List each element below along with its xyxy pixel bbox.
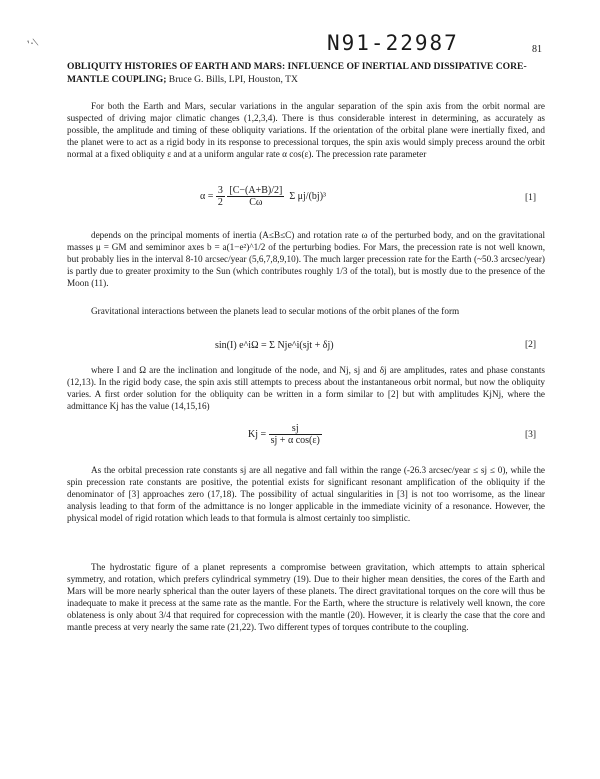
eq1-fraction xyxy=(227,185,284,208)
eq1-rhs: Σ μj/(bj)³ xyxy=(289,190,327,202)
equation-3 xyxy=(248,423,322,446)
paragraph-6: The hydrostatic figure of a planet represents a compromise between gravitation, which attempts to attain spherical symmetry, and rotation, which prefers cylindrical symmetry (19). Due to their higher mean densities, the cores of the Earth and Mars will be more nearly spherical than the outer layers of these planets. The direct gravitational torques on the core will thus be inadequate to make it precess at the same rate as the mantle. For the Earth, where the structure is relatively well known, the core oblateness is only about 3/4 that required for coprecession with the mantle (20). However, it is clearly the case that the core and mantle precess at very nearly the same rate (21,22). Two different types of torques contribute to the coupling. xyxy=(67,562,545,633)
eq1-frac-num: [C−(A+B)/2] xyxy=(229,185,283,196)
eq3-den: sj + α cos(ε) xyxy=(270,435,320,446)
title-text: OBLIQUITY HISTORIES OF EARTH AND MARS: INFLUENCE OF INERTIAL AND DISSIPATIVE CORE-MANTLE COUPLING; xyxy=(67,61,527,85)
eq1-coef-den: 2 xyxy=(217,197,223,208)
eq3-lhs: Kj = xyxy=(248,428,267,440)
paragraph-1: For both the Earth and Mars, secular variations in the angular separation of the spin axis from the orbit normal are suspected of driving major climatic changes (1,2,3,4). There is thus considerable interest in determining, as accurately as possible, the amplitude and timing of these obliquity variations. If the orientation of the orbital plane were inertially fixed, and the planet were to act as a rigid body in its response to precessional torques, the spin axis would simply precess around the orbit normal at a fixed obliquity ε and at a uniform angular rate α cos(ε). The precession rate parameter xyxy=(67,101,545,160)
eq2-label: [2] xyxy=(525,340,537,350)
page-number: 81 xyxy=(532,44,542,55)
equation-1 xyxy=(200,185,326,208)
paragraph-3: Gravitational interactions between the planets lead to secular motions of the orbit planes of the form xyxy=(91,306,460,316)
equation-2: sin(I) e^iΩ = Σ Nje^i(sjt + δj) xyxy=(215,340,334,351)
eq1-coef-num: 3 xyxy=(217,185,223,196)
eq3-fraction xyxy=(269,423,322,446)
accession-number: N91-22987 xyxy=(327,31,459,55)
eq3-label: [3] xyxy=(525,430,537,440)
eq1-lhs: α = xyxy=(200,190,214,202)
eq3-num: sj xyxy=(269,423,322,435)
paragraph-5: As the orbital precession rate constants sj are all negative and fall within the range (-26.3 arcsec/year ≤ sj ≤ 0), while the spin precession rate constants are positive, the potential exists for significant resonant amplification of the obliquity if the denominator of [3] approaches zero (17,18). The possibility of actual singularities in [3] is not too worrisome, as the linear analysis leading to that form of the admittance is no longer applicable in the immediate vicinity of a resonance. However, the physical model of rigid rotation which leads to that formula is almost certainly too simplistic. xyxy=(67,465,545,524)
paper-title xyxy=(67,61,537,86)
eq1-coefficient xyxy=(216,185,225,208)
paragraph-4: where I and Ω are the inclination and longitude of the node, and Nj, sj and δj are amplitudes, rates and phase constants (12,13). In the rigid body case, the spin axis still attempts to precess about the instantaneous orbit normal, but now the obliquity varies. A first order solution for the obliquity can be written in a form similar to [2] but with amplitudes KjNj, where the admittance Kj has the value (14,15,16) xyxy=(67,365,545,412)
margin-mark: '·\ xyxy=(25,34,40,52)
author-line: Bruce G. Bills, LPI, Houston, TX xyxy=(166,73,298,85)
eq1-label: [1] xyxy=(525,193,537,203)
paragraph-2: depends on the principal moments of inertia (A≤B≤C) and rotation rate ω of the perturbed body, and on the gravitational masses μ = GM and semiminor axes b = a(1−e²)^1/2 of the perturbing bodies. For Mars, the precession rate is not well known, but probably lies in the interval 8-10 arcsec/year (5,6,7,8,9,10). The much larger precession rate for the Earth (~50.3 arcsec/year) is partly due to greater proximity to the Sun (which contributes roughly 1/3 of the total), but is mostly due to the presence of the Moon (11). xyxy=(67,230,545,289)
eq1-frac-den: Cω xyxy=(249,197,263,208)
